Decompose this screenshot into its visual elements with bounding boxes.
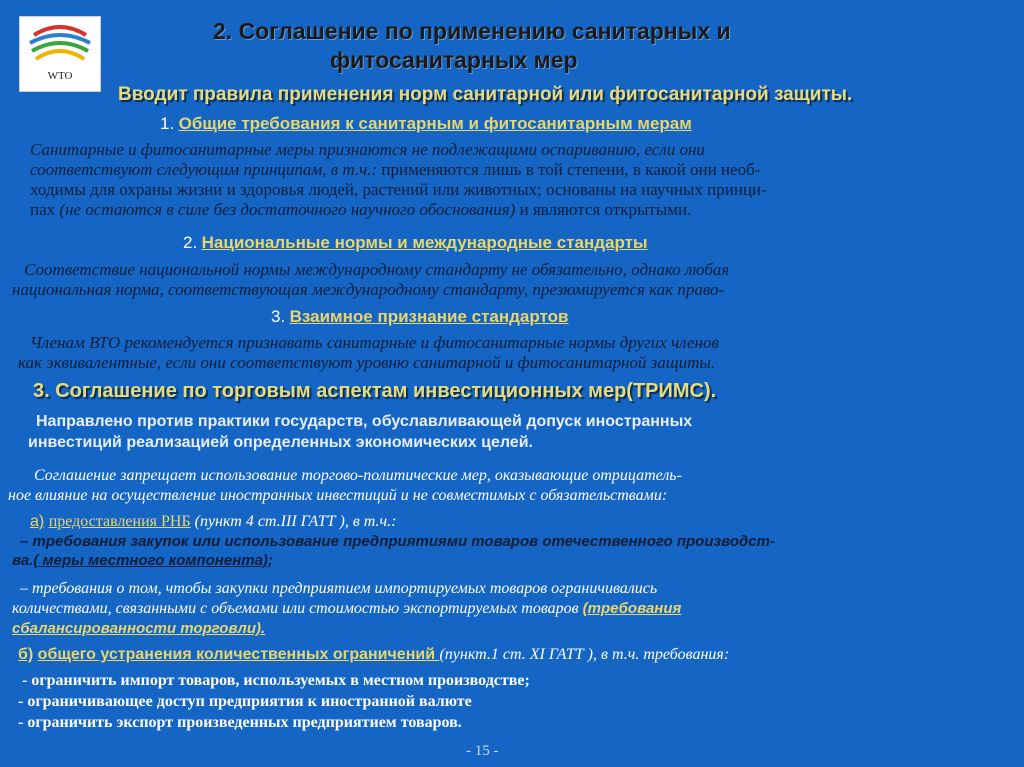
wto-logo xyxy=(19,16,101,92)
section2-line2: национальная норма, соответствующая международному стандарту, презюмируется как право- xyxy=(12,280,725,299)
section1-line1: Санитарные и фитосанитарные меры признаются не подлежащими оспариванию, если они xyxy=(30,140,705,159)
page-title-line2: фитосанитарных мер xyxy=(330,47,578,73)
section2-number: 2. xyxy=(183,233,198,252)
item-a-link[interactable]: предоставления РНБ xyxy=(48,513,191,530)
section3-title[interactable]: Взаимное признание стандартов xyxy=(289,307,569,326)
item-a-label: а) xyxy=(30,513,45,530)
item-b-link[interactable]: общего устранения количественных ограничений xyxy=(37,646,440,663)
section1-title[interactable]: Общие требования к санитарным и фитосанитарным мерам xyxy=(178,114,692,133)
item-b-label: б) xyxy=(18,646,34,663)
trims-list-item-3: - ограничить экспорт произведенных предприятием товаров. xyxy=(18,714,462,731)
section2-title[interactable]: Национальные нормы и международные стандарты xyxy=(201,233,648,252)
trims-dash2-line2 xyxy=(12,600,681,618)
section3-line1: Членам ВТО рекомендуется признавать санитарные и фитосанитарные нормы других членов xyxy=(30,333,719,352)
page-number: - 15 - xyxy=(466,743,499,759)
dash1-line2-link[interactable]: ( меры местного компонента) xyxy=(33,552,268,569)
trims-ban-line1: Соглашение запрещает использование торгово-политические мер, оказывающие отрицатель- xyxy=(34,467,682,484)
page-subtitle: Вводит правила применения норм санитарной или фитосанитарной защиты. xyxy=(118,84,853,105)
section1-line2-upright: применяются лишь в той степени, в какой они необ- xyxy=(377,160,761,179)
item-a-ref: (пункт 4 ст.III ГАТТ ), в т.ч.: xyxy=(190,513,397,530)
section2-line1: Соответствие национальной нормы международному стандарту не обязательно, однако любая xyxy=(24,260,730,279)
logo-text: WTO xyxy=(47,70,73,82)
section1-line4-italic: (не остаются в силе без достаточного научного обоснования) xyxy=(59,200,516,219)
trims-intro-line2: инвестиций реализацией определенных экономических целей. xyxy=(28,434,533,451)
trims-list-item-1: - ограничить импорт товаров, используемых в местном производстве; xyxy=(22,672,530,689)
item-b-ref: (пункт.1 ст. XI ГАТТ ), в т.ч. требования: xyxy=(439,646,730,663)
section1-line4-b: и являются открытыми. xyxy=(515,200,692,219)
section3-number: 3. xyxy=(271,307,286,326)
trims-item-b xyxy=(18,646,729,664)
dash1-line2-b: ; xyxy=(267,552,273,569)
section1-heading xyxy=(160,114,692,134)
section1-line2-italic: соответствуют следующим принципам, в т.ч.: xyxy=(30,160,378,179)
wto-logo-icon xyxy=(20,17,100,91)
section1-line2 xyxy=(30,160,760,180)
section2-heading xyxy=(183,233,647,253)
trims-title: 3. Соглашение по торговым аспектам инвестиционных мер(ТРИМС). xyxy=(33,380,717,402)
page-title-line1: 2. Соглашение по применению санитарных и xyxy=(213,18,731,44)
trims-list-item-2: - ограничивающее доступ предприятия к иностранной валюте xyxy=(18,693,472,710)
trims-intro-line1: Направлено против практики государств, обуславливающей допуск иностранных xyxy=(36,413,693,430)
trims-dash2-line3[interactable]: сбалансированности торговли). xyxy=(12,620,266,637)
dash1-line2-a: ва. xyxy=(12,552,34,569)
trims-dash1-line2 xyxy=(12,552,273,569)
section1-line3: ходимы для охраны жизни и здоровья людей, растений или животных; основаны на научных принци- xyxy=(30,180,767,199)
trims-item-a xyxy=(30,513,397,531)
section3-line2: как эквивалентные, если они соответствуют уровню санитарной и фитосанитарной защиты. xyxy=(18,353,716,372)
dash2-line2-link[interactable]: (требования xyxy=(582,600,682,617)
dash2-line2-a: количествами, связанными с объемами или стоимостью экспортируемых товаров xyxy=(12,600,583,617)
section1-number: 1. xyxy=(160,114,175,133)
section1-line4-a: пах xyxy=(30,200,60,219)
trims-dash2-line1: – требования о том, чтобы закупки предприятием импортируемых товаров ограничивались xyxy=(20,580,658,597)
trims-ban-line2: ное влияние на осуществление иностранных инвестиций и не совместимых с обязательствами: xyxy=(8,487,668,504)
trims-dash1-line1: – требования закупок или использование предприятиями товаров отечественного производст- xyxy=(20,533,775,550)
section1-line4 xyxy=(30,200,691,220)
section3-heading xyxy=(271,307,568,327)
